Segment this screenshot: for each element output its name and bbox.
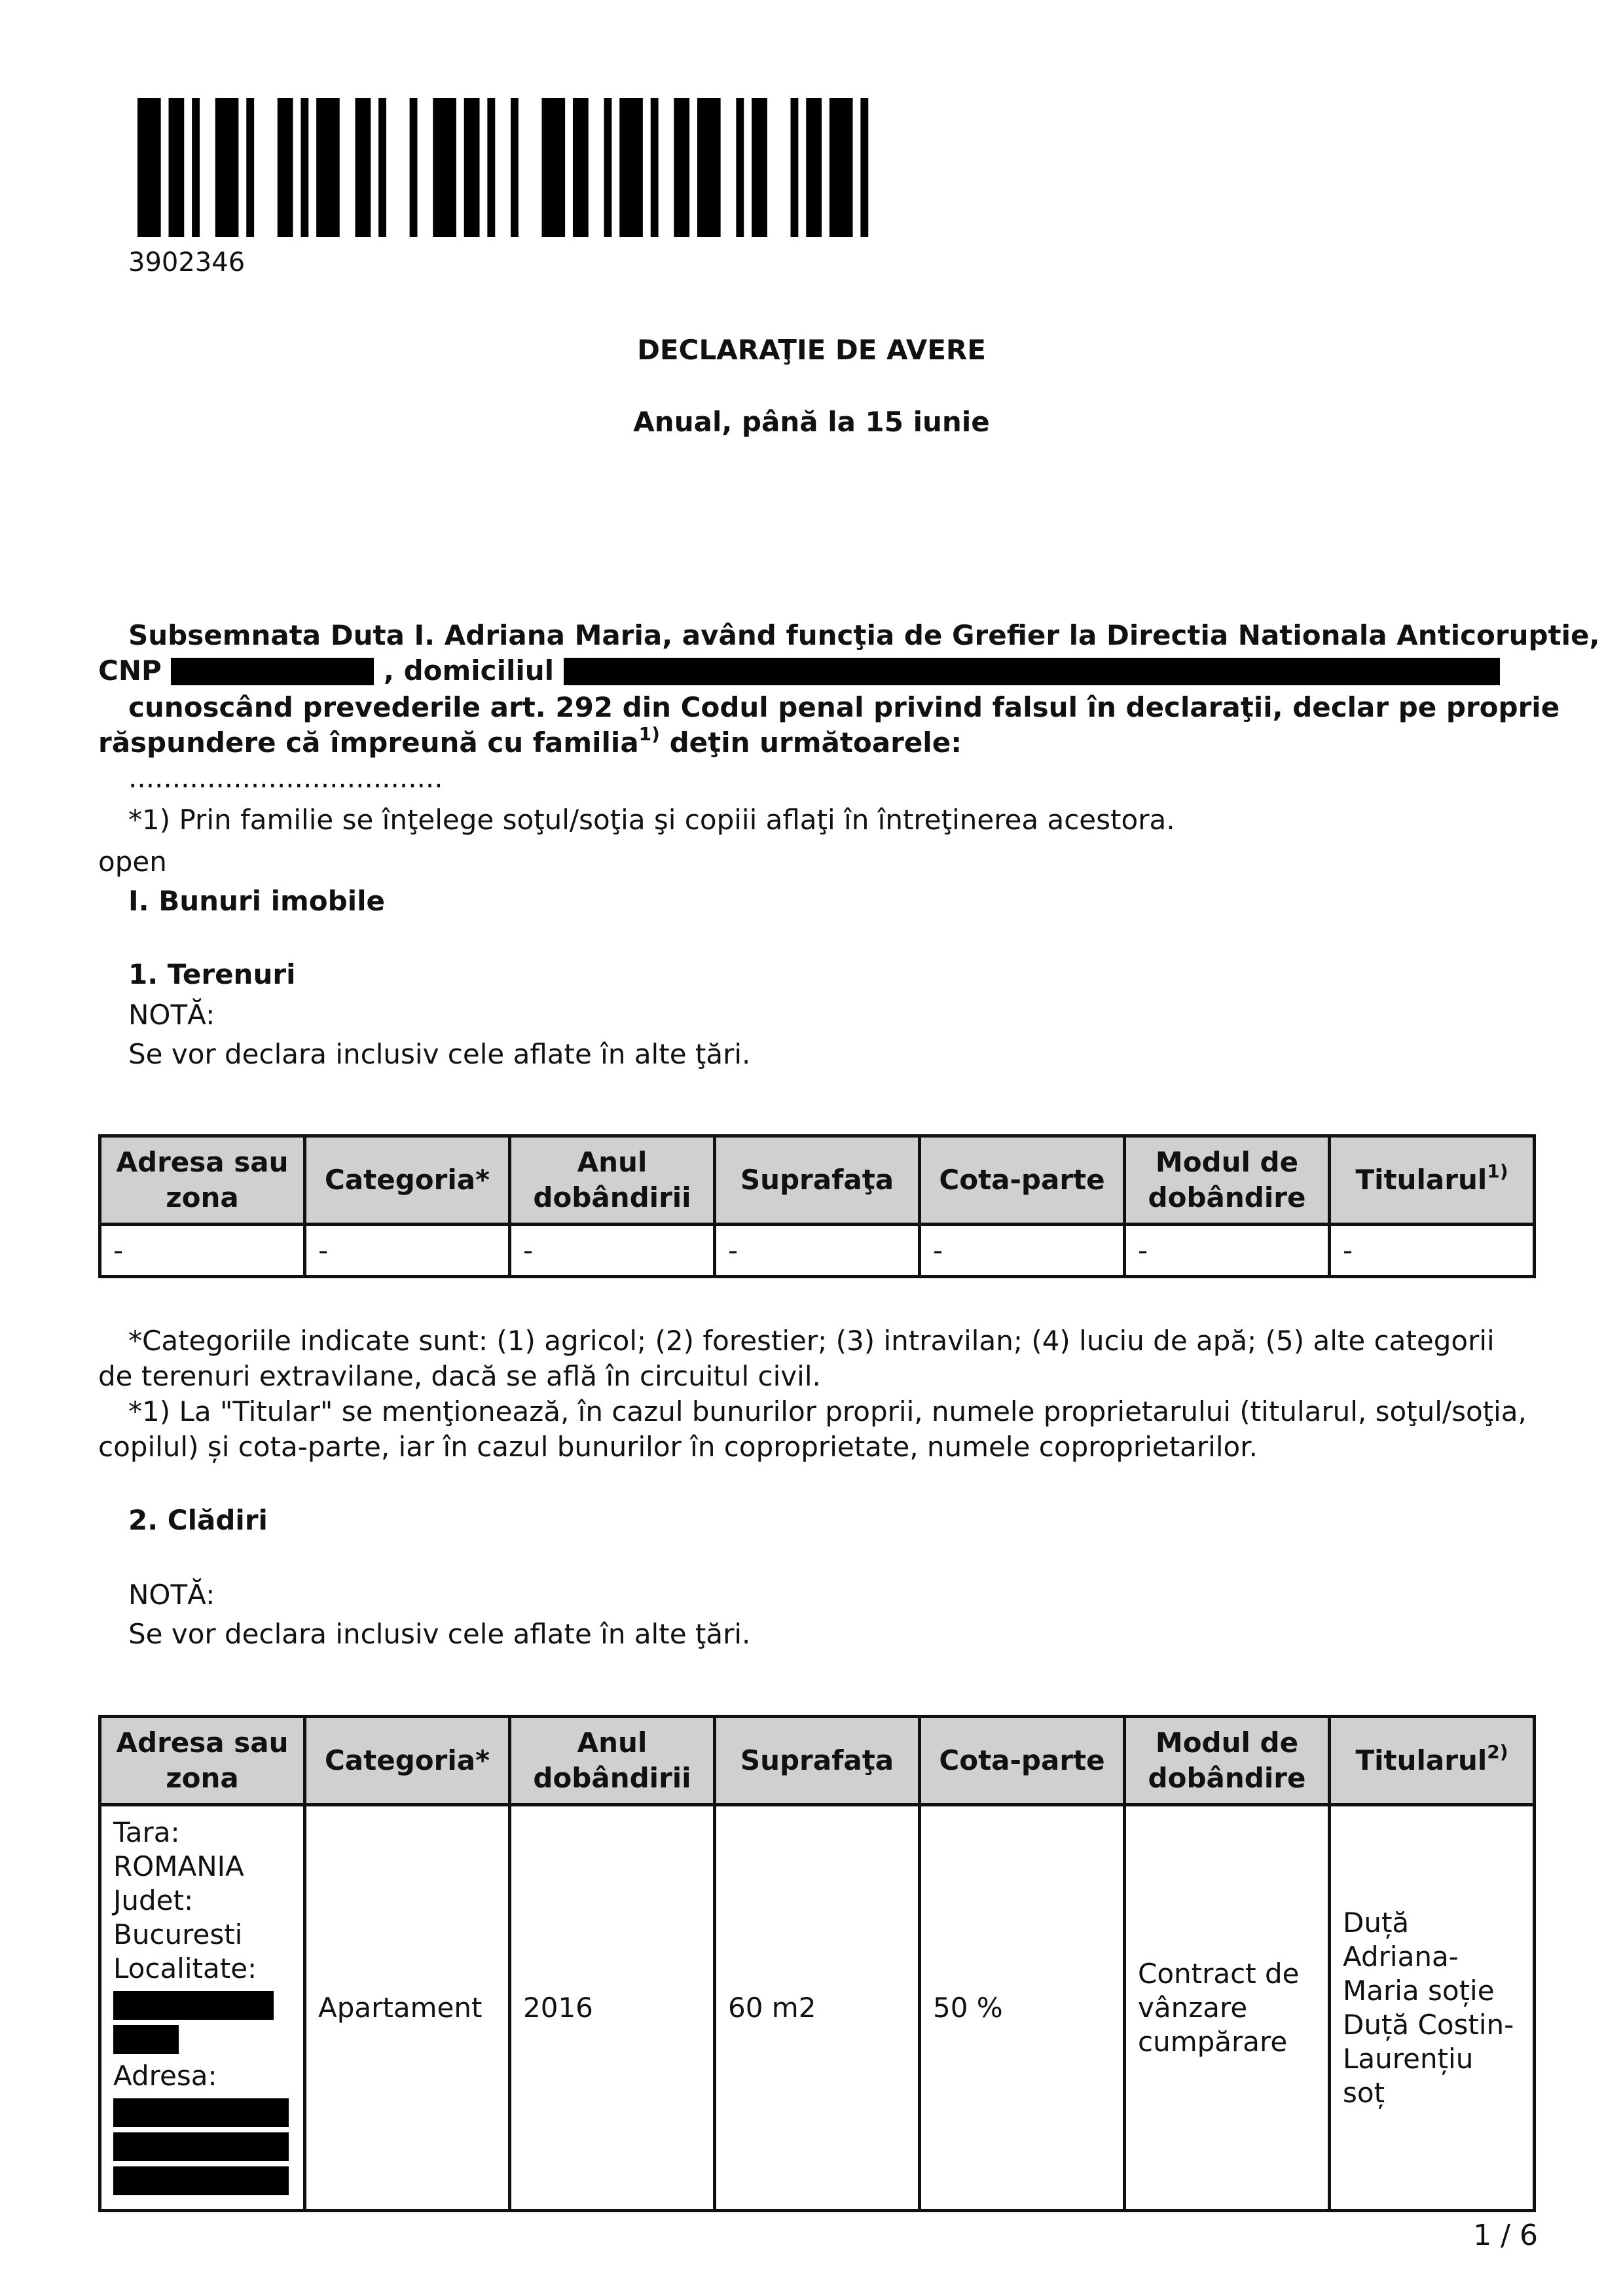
barcode-bar [316, 98, 340, 237]
barcode-bar [246, 98, 254, 237]
barcode-number: 3902346 [128, 247, 246, 278]
barcode-bar [752, 98, 767, 237]
nota-text-2: Se vor declara inclusiv cele aflate în alte ţări. [128, 1618, 751, 1650]
barcode-bar [619, 98, 643, 237]
adresa-redaction [113, 2098, 289, 2127]
cnp-redaction [171, 658, 374, 685]
subsection-cladiri: 2. Clădiri [128, 1504, 268, 1536]
table-cell: - [1330, 1225, 1535, 1277]
table-cell: - [715, 1225, 920, 1277]
col-header: Suprafaţa [715, 1136, 920, 1225]
cladiri-table [98, 1715, 1536, 2212]
table-row [100, 1805, 1535, 2211]
col-header: Modul de dobândire [1125, 1717, 1330, 1805]
page-number: 1 / 6 [1473, 2219, 1538, 2252]
col-header: Anul dobândirii [510, 1717, 715, 1805]
barcode [137, 98, 884, 237]
intro-line-2 [98, 653, 1500, 689]
barcode-bar [806, 98, 822, 237]
document-subtitle: Anual, până la 15 iunie [633, 406, 990, 438]
tara-label: Tara: [113, 1816, 180, 1848]
barcode-bar [137, 98, 161, 237]
adresa-label: Adresa: [113, 2059, 217, 2092]
barcode-bar [697, 98, 721, 237]
barcode-bar [410, 98, 418, 237]
col-header: Anul dobândirii [510, 1136, 715, 1225]
nota-label-1: NOTĂ: [128, 999, 215, 1031]
cnp-label: CNP [98, 655, 162, 687]
note-titular: *1) La "Titular" se menţionează, în cazul bunurilor proprii, numele proprietarului (titularul, soţul/soţia, copilul) și cota-parte, iar în cazul bunurilor în coproprietate, numele coproprietarilor. [98, 1395, 1527, 1463]
table-header-row [100, 1136, 1535, 1225]
titular-footnote-mark: 2) [1487, 1741, 1508, 1763]
judet-label: Judet: [113, 1884, 194, 1916]
barcode-bar [736, 98, 744, 237]
table-cell: 2016 [510, 1805, 715, 2211]
section-heading-bunuri-imobile: I. Bunuri imobile [128, 885, 386, 917]
open-label: open [98, 846, 167, 878]
table-cell: - [1125, 1225, 1330, 1277]
localitate-redaction [113, 1991, 274, 2020]
intro-line-4-text: răspundere că împreună cu familia [98, 726, 639, 759]
col-header: Modul de dobândire [1125, 1136, 1330, 1225]
table-cell: - [100, 1225, 305, 1277]
intro-line-4 [98, 725, 962, 761]
barcode-bar [301, 98, 308, 237]
barcode-bar [674, 98, 689, 237]
col-header: Adresa sau zona [100, 1136, 305, 1225]
table-cell: - [305, 1225, 510, 1277]
judet-value: Bucuresti [113, 1918, 243, 1950]
barcode-bar [860, 98, 868, 237]
barcode-bar [573, 98, 589, 237]
intro-footnote-mark: 1) [638, 723, 660, 745]
table-cell: Contract de vânzare cumpărare [1125, 1805, 1330, 2211]
barcode-bar [278, 98, 293, 237]
titular-header-text: Titularul [1355, 1744, 1487, 1776]
table-cell: Duță Adriana-Maria soție Duță Costin-Laurențiu soț [1330, 1805, 1535, 2211]
intro-line-1: Subsemnata Duta I. Adriana Maria, având funcţia de Grefier la Directia Nationala Anticoruptie, [128, 619, 1600, 651]
col-header: Adresa sau zona [100, 1717, 305, 1805]
barcode-bar [487, 98, 495, 237]
barcode-bar [604, 98, 612, 237]
barcode-bar [830, 98, 853, 237]
col-header: Cota-parte [920, 1136, 1125, 1225]
barcode-bar [192, 98, 200, 237]
nota-text-1: Se vor declara inclusiv cele aflate în alte ţări. [128, 1038, 751, 1070]
table-row [100, 1225, 1535, 1277]
barcode-bar [791, 98, 799, 237]
intro-footnote: *1) Prin familie se înţelege soţul/soţia şi copiii aflaţi în întreţinerea acestora. [128, 804, 1175, 836]
intro-line-3: cunoscând prevederile art. 292 din Codul penal privind falsul în declaraţii, declar pe proprie [128, 691, 1560, 723]
terenuri-table [98, 1134, 1536, 1278]
note-categorii: *Categoriile indicate sunt: (1) agricol; (2) forestier; (3) intravilan; (4) luciu de apă; (5) alte categorii de terenuri extravilane, dacă se află în circuitul civil. [98, 1325, 1495, 1392]
table-cell: - [920, 1225, 1125, 1277]
address-cell [100, 1805, 305, 2211]
barcode-bar [542, 98, 566, 237]
titular-footnote-mark: 1) [1487, 1160, 1508, 1182]
tara-value: ROMANIA [113, 1850, 244, 1882]
barcode-bar [651, 98, 659, 237]
titular-header-text: Titularul [1355, 1164, 1487, 1196]
nota-label-2: NOTĂ: [128, 1579, 215, 1611]
col-header-titular [1330, 1717, 1535, 1805]
adresa-redaction [113, 2166, 289, 2195]
col-header: Cota-parte [920, 1717, 1125, 1805]
intro-line-4-end: deţin următoarele: [659, 726, 962, 759]
barcode-bar [511, 98, 519, 237]
barcode-bar [464, 98, 480, 237]
barcode-bar [356, 98, 371, 237]
table-cell: 60 m2 [715, 1805, 920, 2211]
subsection-terenuri: 1. Terenuri [128, 958, 296, 990]
barcode-bar [169, 98, 185, 237]
barcode-bar [378, 98, 386, 237]
localitate-redaction [113, 2025, 179, 2054]
table-cell: 50 % [920, 1805, 1125, 2211]
barcode-bar [215, 98, 239, 237]
col-header: Suprafaţa [715, 1717, 920, 1805]
document-title: DECLARAŢIE DE AVERE [637, 334, 986, 366]
col-header: Categoria* [305, 1136, 510, 1225]
adresa-redaction [113, 2132, 289, 2161]
col-header: Categoria* [305, 1717, 510, 1805]
col-header-titular [1330, 1136, 1535, 1225]
localitate-label: Localitate: [113, 1952, 257, 1984]
domiciliu-label: , domiciliul [384, 655, 555, 687]
domiciliu-redaction [564, 658, 1500, 685]
table-cell: Apartament [305, 1805, 510, 2211]
table-cell: - [510, 1225, 715, 1277]
intro-dots: .................................... [128, 762, 443, 794]
barcode-bar [433, 98, 456, 237]
table-header-row [100, 1717, 1535, 1805]
